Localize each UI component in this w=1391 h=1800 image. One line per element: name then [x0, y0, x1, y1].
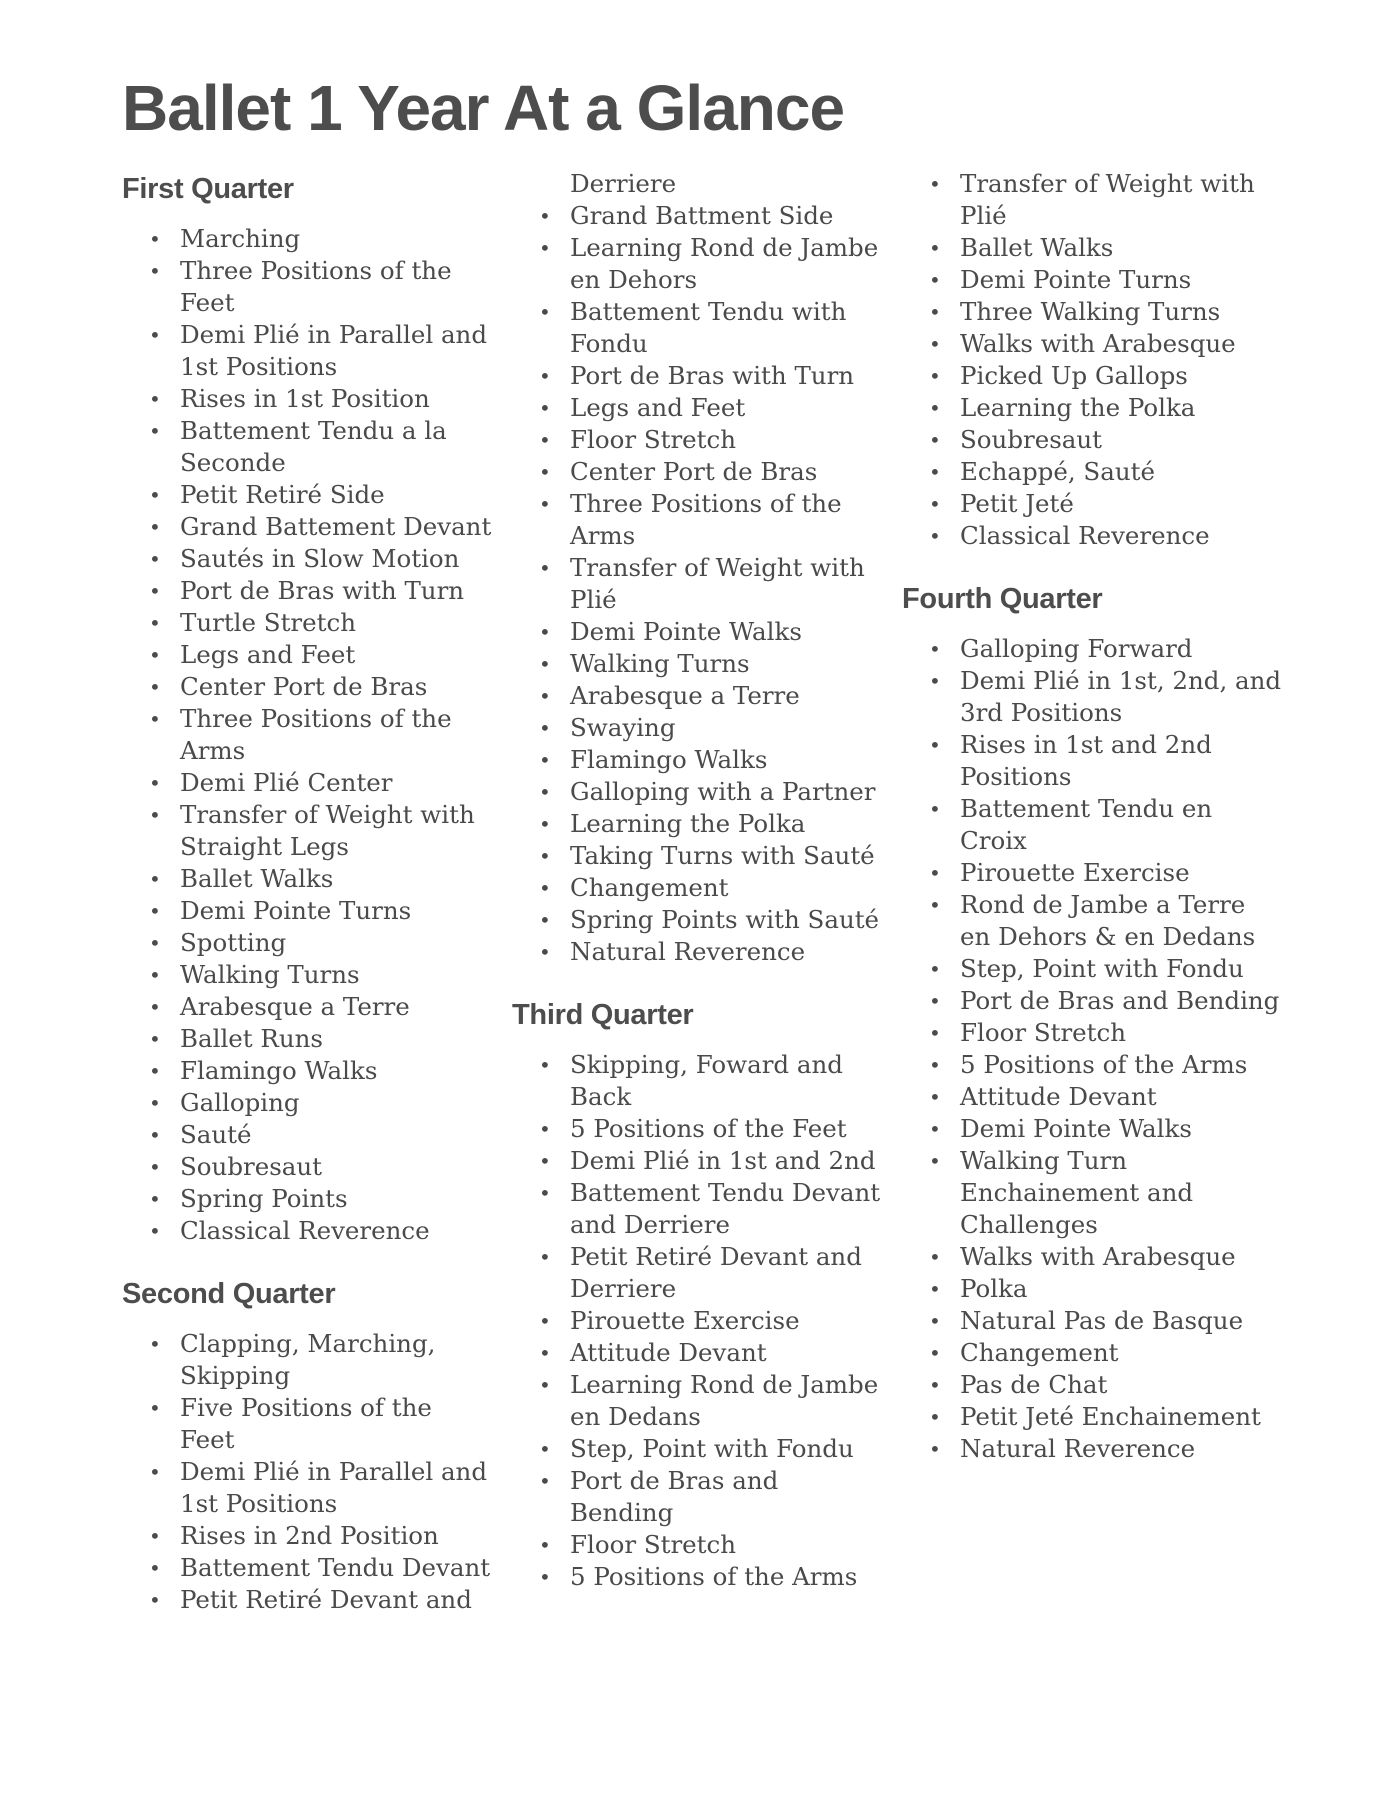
list-item: • Battement Tendu with Fondu [512, 296, 887, 360]
list-item: • Rises in 1st and 2nd Positions [902, 729, 1282, 793]
list-item: • Demi Plié in Parallel and 1st Positions [122, 1456, 492, 1520]
list-item: • Attitude Devant [512, 1337, 887, 1369]
list-item: • Grand Battment Side [512, 200, 887, 232]
fourth-quarter-list [902, 633, 1282, 1465]
second-quarter-heading: Second Quarter [122, 1277, 336, 1310]
list-item: • Demi Plié in Parallel and 1st Positions [122, 319, 492, 383]
list-item: • Learning the Polka [902, 392, 1282, 424]
column-1 [122, 172, 492, 1646]
list-item: • Transfer of Weight with Plié [902, 168, 1282, 232]
list-item: • Transfer of Weight with Straight Legs [122, 799, 492, 863]
list-item: • Walks with Arabesque [902, 1241, 1282, 1273]
column-2 [512, 168, 887, 1623]
list-item: • Learning Rond de Jambe en Dedans [512, 1369, 887, 1433]
list-item: • Clapping, Marching, Skipping [122, 1328, 492, 1392]
list-item: • Three Positions of the Arms [512, 488, 887, 552]
list-item: • Five Positions of the Feet [122, 1392, 492, 1456]
list-item: • Port de Bras and Bending [902, 985, 1282, 1017]
list-item: • Demi Pointe Turns [122, 895, 492, 927]
column-3 [902, 168, 1282, 1495]
list-item: • Spotting [122, 927, 492, 959]
first-quarter-heading: First Quarter [122, 173, 294, 205]
list-item: • Galloping Forward [902, 633, 1282, 665]
list-item: • Soubresaut [902, 424, 1282, 456]
list-item: • Spring Points with Sauté [512, 904, 887, 936]
list-item: • Changement [512, 872, 887, 904]
list-item: • Natural Reverence [512, 936, 887, 968]
list-item: • Sauté [122, 1119, 492, 1151]
list-item: • Arabesque a Terre [512, 680, 887, 712]
list-item: • 5 Positions of the Arms [902, 1049, 1282, 1081]
list-item: • Pirouette Exercise [512, 1305, 887, 1337]
list-item: • Battement Tendu Devant and Derriere [512, 1177, 887, 1241]
list-item: • Skipping, Foward and Back [512, 1049, 887, 1113]
third-quarter-list [512, 1049, 887, 1593]
list-item: • Marching [122, 223, 492, 255]
list-item: • Rises in 2nd Position [122, 1520, 492, 1552]
list-item: • Ballet Runs [122, 1023, 492, 1055]
list-item: • 5 Positions of the Feet [512, 1113, 887, 1145]
list-item: • Center Port de Bras [512, 456, 887, 488]
list-item: • Natural Reverence [902, 1433, 1282, 1465]
list-item: • Pas de Chat [902, 1369, 1282, 1401]
list-item: • Ballet Walks [902, 232, 1282, 264]
list-item: • Demi Pointe Walks [902, 1113, 1282, 1145]
list-item: • Battement Tendu a la Seconde [122, 415, 492, 479]
list-item: • Learning Rond de Jambe en Dehors [512, 232, 887, 296]
page-title: Ballet 1 Year At a Glance [122, 72, 845, 144]
list-item: • Demi Pointe Turns [902, 264, 1282, 296]
list-item: • Polka [902, 1273, 1282, 1305]
list-item: • Three Positions of the Feet [122, 255, 492, 319]
second-quarter-list [122, 1328, 492, 1616]
list-item: • Soubresaut [122, 1151, 492, 1183]
list-item: • Step, Point with Fondu [902, 953, 1282, 985]
list-item: • Walking Turns [122, 959, 492, 991]
list-item: • Ballet Walks [122, 863, 492, 895]
list-item: • Petit Jeté Enchainement [902, 1401, 1282, 1433]
list-item: • Spring Points [122, 1183, 492, 1215]
list-item: • Transfer of Weight with Plié [512, 552, 887, 616]
list-item: • Walking Turns [512, 648, 887, 680]
list-item: • Port de Bras with Turn [122, 575, 492, 607]
list-item: • Three Walking Turns [902, 296, 1282, 328]
list-item: • Classical Reverence [902, 520, 1282, 552]
list-item: • Floor Stretch [512, 424, 887, 456]
list-item: • Center Port de Bras [122, 671, 492, 703]
list-item: • Legs and Feet [122, 639, 492, 671]
list-item: • Taking Turns with Sauté [512, 840, 887, 872]
list-item: • Picked Up Gallops [902, 360, 1282, 392]
list-item: • Sautés in Slow Motion [122, 543, 492, 575]
list-item: • Battement Tendu en Croix [902, 793, 1282, 857]
list-item: • Arabesque a Terre [122, 991, 492, 1023]
list-item: • Echappé, Sauté [902, 456, 1282, 488]
list-item: • Galloping with a Partner [512, 776, 887, 808]
list-item: • Battement Tendu Devant [122, 1552, 492, 1584]
list-item: • Floor Stretch [512, 1529, 887, 1561]
list-item: • Demi Plié in 1st and 2nd [512, 1145, 887, 1177]
list-item: • Swaying [512, 712, 887, 744]
list-item: • Walks with Arabesque [902, 328, 1282, 360]
list-item: • Three Positions of the Arms [122, 703, 492, 767]
list-item: • Step, Point with Fondu [512, 1433, 887, 1465]
second-quarter-continued-item: Derriere [570, 169, 677, 198]
list-item: • Rises in 1st Position [122, 383, 492, 415]
list-item: • Turtle Stretch [122, 607, 492, 639]
list-item: • Flamingo Walks [122, 1055, 492, 1087]
list-item: • Petit Jeté [902, 488, 1282, 520]
list-item: • Walking Turn Enchainement and Challenges [902, 1145, 1282, 1241]
list-item: • Changement [902, 1337, 1282, 1369]
list-item: • Demi Plié in 1st, 2nd, and 3rd Positions [902, 665, 1282, 729]
third-quarter-list-continued [902, 168, 1282, 552]
second-quarter-list-continued [512, 200, 887, 968]
list-item: • Rond de Jambe a Terre en Dehors & en Dedans [902, 889, 1282, 953]
first-quarter-list [122, 223, 492, 1247]
list-item: • Demi Plié Center [122, 767, 492, 799]
list-item: • Pirouette Exercise [902, 857, 1282, 889]
list-item: • Petit Retiré Side [122, 479, 492, 511]
list-item: • Learning the Polka [512, 808, 887, 840]
third-quarter-heading: Third Quarter [512, 999, 694, 1031]
list-item: • 5 Positions of the Arms [512, 1561, 887, 1593]
list-item: • Grand Battement Devant [122, 511, 492, 543]
list-item: • Attitude Devant [902, 1081, 1282, 1113]
list-item: • Demi Pointe Walks [512, 616, 887, 648]
list-item: • Classical Reverence [122, 1215, 492, 1247]
list-item: • Port de Bras with Turn [512, 360, 887, 392]
list-item: • Natural Pas de Basque [902, 1305, 1282, 1337]
list-item: • Petit Retiré Devant and Derriere [512, 1241, 887, 1305]
list-item: • Legs and Feet [512, 392, 887, 424]
list-item: • Galloping [122, 1087, 492, 1119]
list-item: • Flamingo Walks [512, 744, 887, 776]
list-item: • Floor Stretch [902, 1017, 1282, 1049]
list-item: • Port de Bras and Bending [512, 1465, 887, 1529]
fourth-quarter-heading: Fourth Quarter [902, 583, 1103, 615]
list-item: • Petit Retiré Devant and [122, 1584, 492, 1616]
